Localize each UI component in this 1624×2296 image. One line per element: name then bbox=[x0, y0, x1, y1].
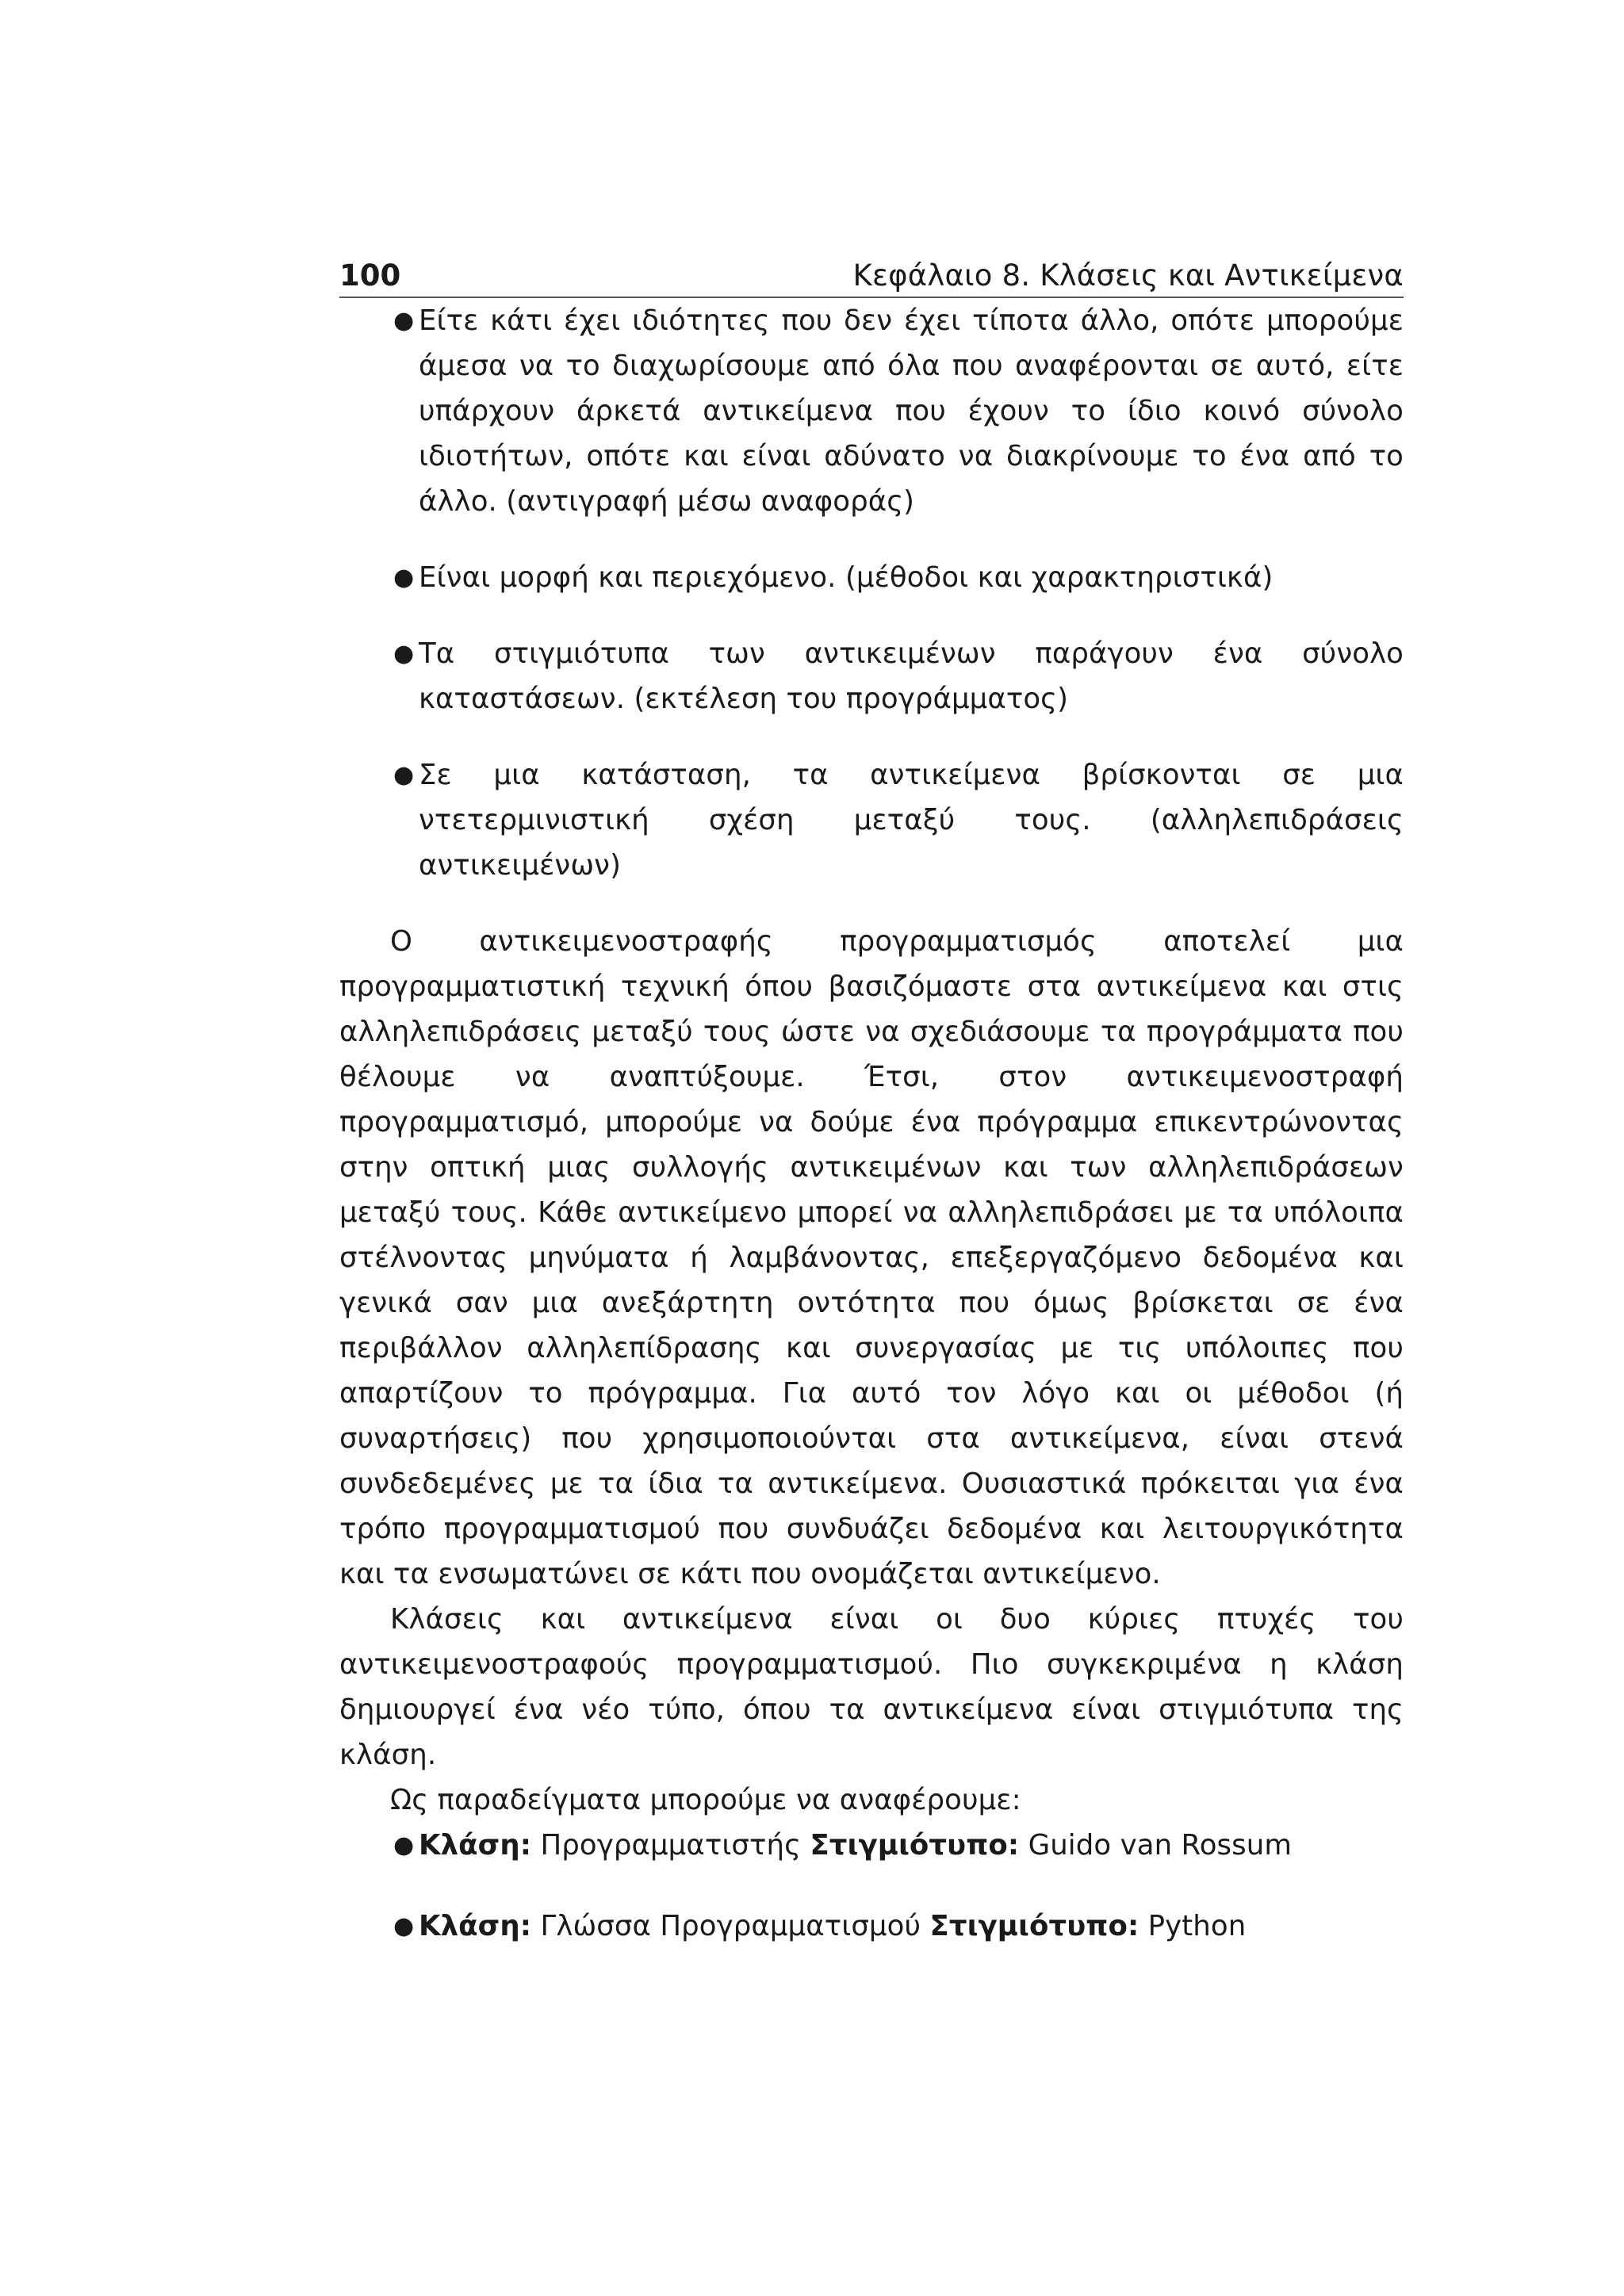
bullet-icon: ● bbox=[393, 1912, 415, 1940]
body-text bbox=[339, 298, 1404, 1949]
list-item bbox=[339, 752, 1404, 888]
class-label: Κλάση: bbox=[419, 1829, 532, 1862]
paragraph-oop-definition: Ο αντικειμενοστραφής προγραμματισμός αποτελεί μια προγραμματιστική τεχνική όπου βασιζόμαστε στα αντικείμενα και στις αλληλεπιδράσεις μεταξύ τους ώστε να σχεδιάσουμε τα προγράμματα που θέλουμε να αναπτύξουμε. Έτσι, στον αντικειμενοστραφή προγραμματισμό, μπορούμε να δούμε ένα πρόγραμμα επικεντρώνοντας στην οπτική μιας συλλογής αντικειμένων και των αλληλεπιδράσεων μεταξύ τους. Κάθε αντικείμενο μπορεί να αλληλεπιδράσει με τα υπόλοιπα στέλνοντας μηνύματα ή λαμβάνοντας, επεξεργαζόμενο δεδομένα και γενικά σαν μια ανεξάρτητη οντότητα που όμως βρίσκεται σε ένα περιβάλλον αλληλεπίδρασης και συνεργασίας με τις υπόλοιπες που απαρτίζουν το πρόγραμμα. Για αυτό τον λόγο και οι μέθοδοι (ή συναρτήσεις) που χρησιμοποιούνται στα αντικείμενα, είναι στενά συνδεδεμένες με τα ίδια τα αντικείμενα. Ουσιαστικά πρόκειται για ένα τρόπο προγραμματισμού που συνδυάζει δεδομένα και λειτουργικότητα και τα ενσωματώνει σε κάτι που ονομάζεται αντικείμενο. bbox=[339, 925, 1404, 1590]
list-item-text: Είναι μορφή και περιεχόμενο. (μέθοδοι και χαρακτηριστικά) bbox=[419, 561, 1274, 594]
list-item bbox=[339, 555, 1404, 600]
instance-value: Python bbox=[1147, 1910, 1247, 1942]
instance-value: Guido van Rossum bbox=[1028, 1829, 1293, 1862]
class-value: Προγραμματιστής bbox=[540, 1829, 802, 1862]
list-item bbox=[339, 298, 1404, 524]
list-item bbox=[339, 631, 1404, 721]
running-header bbox=[339, 252, 1404, 298]
examples-list bbox=[339, 1823, 1404, 1949]
example-item bbox=[339, 1904, 1404, 1949]
properties-list bbox=[339, 298, 1404, 888]
class-value: Γλώσσα Προγραμματισμού bbox=[540, 1910, 921, 1942]
list-item-text: Είτε κάτι έχει ιδιότητες που δεν έχει τίποτα άλλο, οπότε μπορούμε άμεσα να το διαχωρίσουμε από όλα που αναφέρονται σε αυτό, είτε υπάρχουν άρκετά αντικείμενα που έχουν το ίδιο κοινό σύνολο ιδιοτήτων, οπότε και είναι αδύνατο να διακρίνουμε το ένα από το άλλο. (αντιγραφή μέσω αναφοράς) bbox=[419, 304, 1404, 518]
instance-label: Στιγμιότυπο: bbox=[929, 1910, 1139, 1942]
instance-label: Στιγμιότυπο: bbox=[810, 1829, 1020, 1862]
bullet-icon: ● bbox=[393, 564, 415, 591]
page-number: 100 bbox=[339, 258, 401, 293]
bullet-icon: ● bbox=[393, 761, 415, 789]
example-item bbox=[339, 1823, 1404, 1868]
bullet-icon: ● bbox=[393, 640, 415, 668]
paragraph-examples-intro: Ως παραδείγματα μπορούμε να αναφέρουμε: bbox=[390, 1784, 1021, 1816]
bullet-icon: ● bbox=[393, 307, 415, 335]
class-label: Κλάση: bbox=[419, 1910, 532, 1942]
chapter-title: Κεφάλαιο 8. Κλάσεις και Αντικείμενα bbox=[852, 258, 1404, 293]
document-page bbox=[339, 252, 1404, 1949]
bullet-icon: ● bbox=[393, 1831, 415, 1859]
list-item-text: Τα στιγμιότυπα των αντικειμένων παράγουν ένα σύνολο καταστάσεων. (εκτέλεση του προγράμματος) bbox=[419, 637, 1404, 715]
paragraph-classes-objects: Κλάσεις και αντικείμενα είναι οι δυο κύριες πτυχές του αντικειμενοστραφούς προγραμματισμού. Πιο συγκεκριμένα η κλάση δημιουργεί ένα νέο τύπο, όπου τα αντικείμενα είναι στιγμιότυπα της κλάση. bbox=[339, 1603, 1404, 1771]
list-item-text: Σε μια κατάσταση, τα αντικείμενα βρίσκονται σε μια ντετερμινιστική σχέση μεταξύ τους. (αλληλεπιδράσεις αντικειμένων) bbox=[419, 759, 1404, 882]
